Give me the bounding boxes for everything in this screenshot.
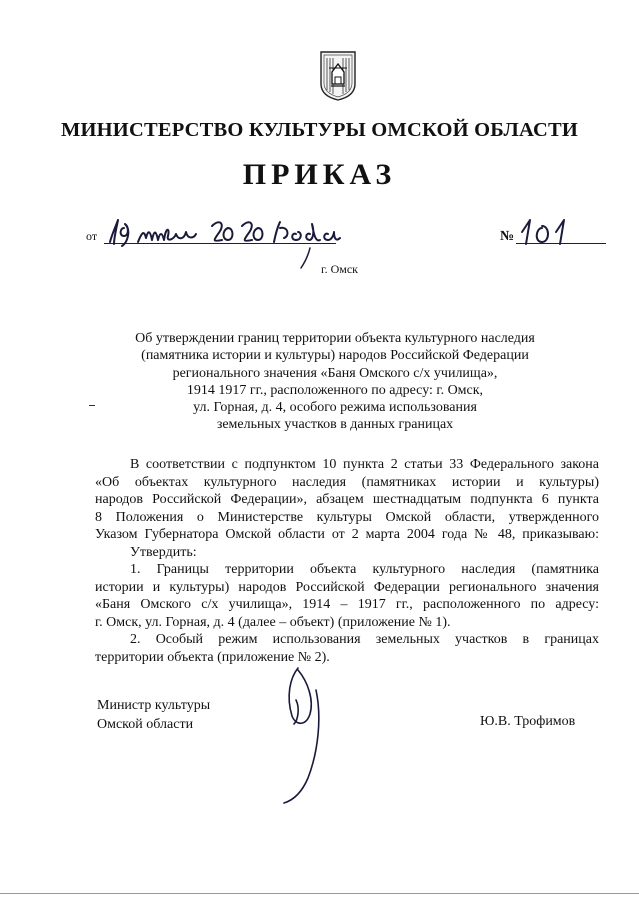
margin-dash — [89, 405, 95, 406]
coat-of-arms-emblem — [319, 50, 357, 102]
title-line: регионального значения «Баня Омского с/х училища», — [172, 365, 498, 381]
item-1-line: 1. Границы территории объекта культурного наследия (памятника — [130, 562, 599, 577]
title-line: земельных участков в данных границах — [216, 417, 454, 433]
handwritten-signature — [268, 660, 338, 805]
signer-position-line: Омской области — [97, 717, 194, 732]
signer-position-line: Министр культуры — [97, 698, 211, 713]
document-body — [95, 456, 599, 666]
item-1-line: г. Омск, ул. Горная, д. 4 (далее – объект) (приложение № 1). — [95, 614, 451, 630]
date-prefix: от — [86, 229, 98, 243]
document-type-heading: ПРИКАЗ — [242, 158, 397, 191]
title-line: (памятника истории и культуры) народов Российской Федерации — [141, 348, 529, 364]
item-1-line: истории и культуры) народов Российской Федерации регионального значения — [95, 579, 599, 595]
preamble-line: «Об объектах культурного наследия (памятниках истории и культуры) — [95, 474, 599, 490]
item-2-line: территории объекта (приложение № 2). — [95, 649, 330, 665]
title-line: 1914 1917 гг., расположенного по адресу: г. Омск, — [186, 382, 484, 398]
approve-label: Утвердить: — [130, 544, 197, 560]
item-1-line: «Баня Омского с/х училища», 1914 – 1917 гг., расположенного по адресу: — [95, 597, 599, 612]
handwritten-number — [516, 212, 576, 252]
page-bottom-edge — [0, 893, 639, 894]
signer-position — [97, 696, 210, 734]
preamble-line: 8 Положения о Министерстве культуры Омской области, утвержденного — [95, 509, 599, 525]
number-prefix: № — [500, 229, 515, 244]
handwritten-stroke — [296, 246, 316, 270]
document-title — [95, 330, 575, 434]
ministry-name: МИНИСТЕРСТВО КУЛЬТУРЫ ОМСКОЙ ОБЛАСТИ — [60, 119, 579, 141]
title-line: ул. Горная, д. 4, особого режима использования — [193, 400, 477, 416]
item-2-line: 2. Особый режим использования земельных участков в границах — [130, 632, 599, 647]
preamble-line: В соответствии с подпунктом 10 пункта 2 статьи 33 Федерального закона — [130, 457, 599, 472]
city-label: г. Омск — [321, 262, 358, 276]
preamble-line: Указом Губернатора Омской области от 2 марта 2004 года № 48, приказываю: — [95, 527, 599, 542]
signer-name: Ю.В. Трофимов — [480, 714, 576, 729]
preamble-line: народов Российской Федерации», абзацем шестнадцатым подпункта 6 пункта — [95, 492, 599, 507]
title-line: Об утверждении границ территории объекта культурного наследия — [135, 331, 535, 346]
